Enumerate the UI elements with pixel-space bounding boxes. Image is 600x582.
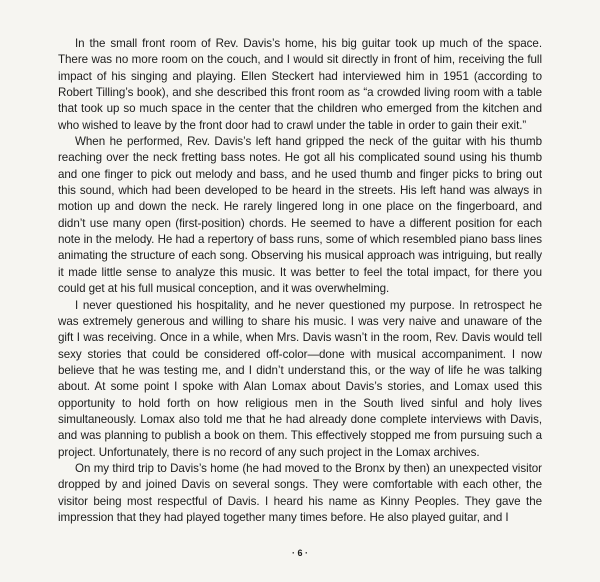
paragraph-1: In the small front room of Rev. Davis’s home, his big guitar took up much of the space. There was no more room on the couch, and I would sit directly in front of him, receiving the full impact of his singing and playing. Ellen Steckert had interviewed him in 1951 (according to Robert Tilling’s book), and she described this front room as “a crowded living room with a table that took up so much space in the center that the children who emerged from the kitchen and who wished to leave by the front door had to crawl under the table in order to gain their exit.” — [58, 37, 542, 132]
paragraph-3: I never questioned his hospitality, and he never questioned my purpose. In retrospect he was extremely generous and willing to share his music. I was very naive and unaware of the gift I was receiving. Once in a while, when Mrs. Davis wasn’t in the room, Rev. Davis would tell sexy stories that could be considered off-color—done with musical accompaniment. I now believe that he was testing me, and I didn’t understand this, or the way of life he was talking about. At some point I spoke with Alan Lomax about Davis’s stories, and Lomax used this opportunity to hold forth on how religious men in the South lived sinful and holy lives simultaneously. Lomax also told me that he had already done complete interviews with Davis, and was planning to publish a book on them. This effectively stopped me from pursuing such a project. Unfortunately, there is no record of any such project in the Lomax archives. — [58, 298, 542, 459]
page-number: · 6 · — [291, 548, 308, 558]
paragraph-4: On my third trip to Davis’s home (he had moved to the Bronx by then) an unexpected visitor dropped by and joined Davis on several songs. They were comfortable with each other, the visitor being most respectful of Davis. I heard his name as Kinny Peoples. They gave the impression that they had played together many times before. He also played guitar, and I — [58, 461, 542, 524]
paragraph-2: When he performed, Rev. Davis’s left hand gripped the neck of the guitar with his thumb reaching over the neck fretting bass notes. He got all his complicated sound using his thumb and one finger to pick out melody and bass, and he used thumb and finger picks to bring out this sound, which had been developed to be heard in the streets. His left hand was always in motion up and down the neck. He rarely lingered long in one place on the fingerboard, and didn’t use many open (first-position) chords. He seemed to have a different position for each note in the melody. He had a repertory of bass runs, some of which resembled piano bass lines animating the structure of each song. Observing his musical approach was intriguing, but really it made little sense to analyze this music. It was better to feel the total impact, for there you could get at his full musical conception, and it was overwhelming. — [58, 135, 542, 296]
body-text — [58, 36, 542, 526]
